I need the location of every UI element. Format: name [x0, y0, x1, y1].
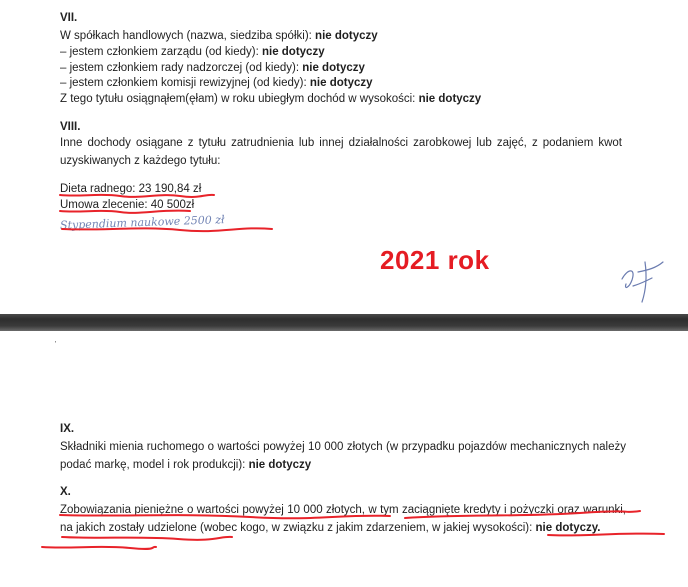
list-item: [60, 45, 325, 59]
list-item-value: nie dotyczy: [302, 62, 365, 74]
section7-intro-text: W spółkach handlowych (nazwa, siedziba spółki):: [60, 30, 316, 42]
income-entry: Dieta radnego: 23 190,84 zł: [60, 183, 202, 195]
section-heading: VIII.: [60, 121, 81, 133]
section9-paragraph-text: Składniki mienia ruchomego o wartości powyżej 10 000 złotych (w przypadku pojazdów mechanicznych należy podać markę, model i rok produkcji):: [60, 441, 626, 471]
list-item-value: nie dotyczy: [309, 77, 373, 89]
section10-paragraph: [60, 501, 626, 537]
list-item-text: – jestem członkiem zarządu (od kiedy):: [60, 46, 262, 58]
section7-intro-value: nie dotyczy: [315, 30, 378, 42]
section9-value: nie dotyczy: [248, 459, 312, 471]
income-entry: Umowa zlecenie: 40 500zł: [60, 199, 195, 211]
list-item-value: nie dotyczy: [261, 46, 325, 58]
section9-paragraph: [60, 438, 626, 474]
list-item-text: – jestem członkiem rady nadzorczej (od kiedy):: [60, 62, 303, 74]
section7-income-text: Z tego tytułu osiągnąłem(ęłam) w roku ubiegłym dochód w wysokości:: [60, 93, 419, 105]
page-separator: [0, 314, 688, 331]
list-item: [60, 61, 365, 75]
section-heading: IX.: [60, 423, 75, 435]
section-heading: VII.: [60, 12, 78, 24]
section7-intro: [60, 29, 378, 43]
section10-value: nie dotyczy.: [535, 522, 601, 534]
page-corner-mark: ': [55, 341, 57, 348]
handwritten-note: Stypendium naukowe 2500 zł: [59, 213, 225, 232]
year-stamp: 2021 rok: [380, 245, 490, 275]
section10-paragraph-text: Zobowiązania pieniężne o wartości powyżej 10 000 złotych, w tym zaciągnięte kredyty i pożyczki oraz warunki, na jakich zostały udzielone (wobec kogo, w związku z jakim zdarzeniem, w jakiej wysokości):: [60, 504, 626, 534]
section7-income-value: nie dotyczy: [418, 93, 482, 105]
section7-income: [60, 92, 481, 106]
list-item-text: – jestem członkiem komisji rewizyjnej (od kiedy):: [60, 77, 310, 89]
section-heading: X.: [60, 486, 71, 498]
section8-paragraph: Inne dochody osiągane z tytułu zatrudnienia lub innej działalności zarobkowej lub zajęć, z podaniem kwot uzyskiwanych z każdego tytułu:: [60, 137, 622, 167]
list-item: [60, 76, 373, 90]
document-page-bottom: [0, 331, 688, 587]
